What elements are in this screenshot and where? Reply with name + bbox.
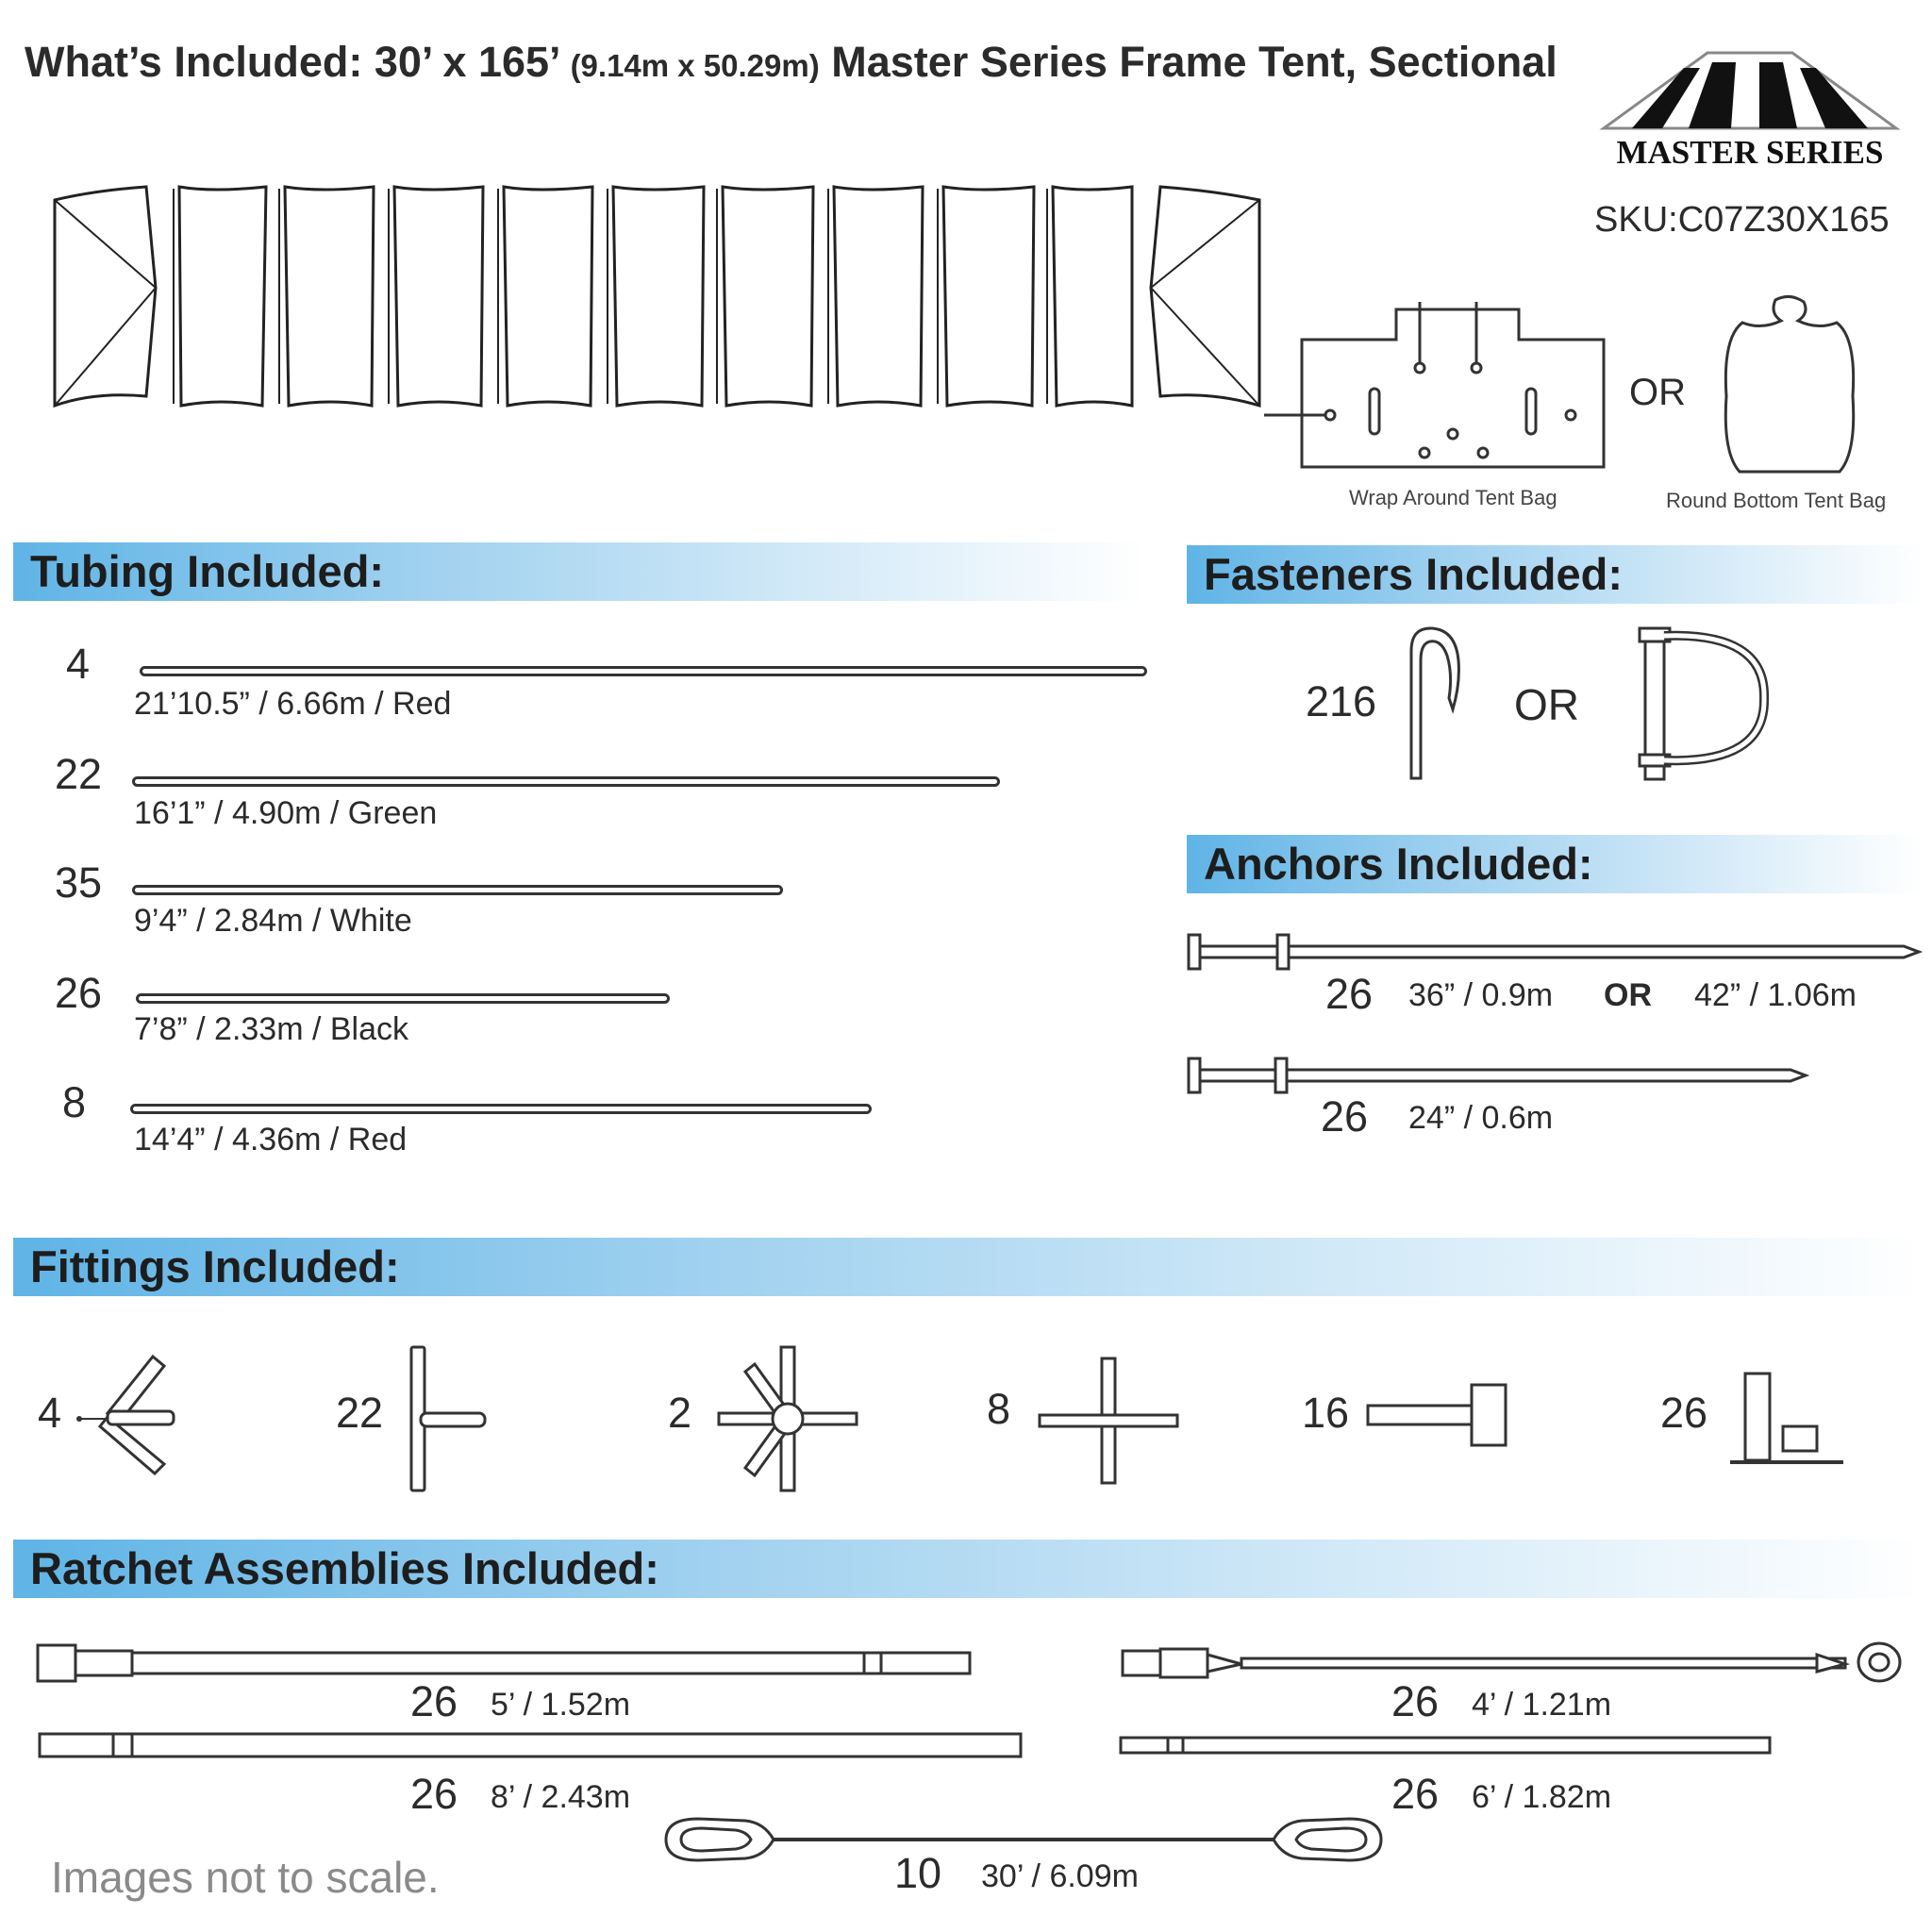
ratchet-qty: 10 <box>894 1849 942 1897</box>
fastener-or-label: OR <box>1514 680 1579 729</box>
tubing-qty: 35 <box>55 858 103 907</box>
round-bottom-bag-icon <box>1719 292 1860 481</box>
hairpin-cotter-icon <box>1404 623 1470 783</box>
tubing-qty: 26 <box>55 969 103 1017</box>
fastener-qty: 216 <box>1306 677 1377 725</box>
wrap-bag-label: Wrap Around Tent Bag <box>1349 486 1557 509</box>
lynch-pin-icon <box>1634 623 1775 783</box>
wrap-around-bag-icon <box>1264 302 1613 472</box>
fitting-qty: 2 <box>668 1389 692 1437</box>
fasteners-section-heading: Fasteners Included: <box>1187 545 1923 604</box>
ratchet-dimension: 5’ / 1.52m <box>491 1687 631 1723</box>
tube-graphic <box>140 666 1147 676</box>
tube-graphic <box>132 776 1000 787</box>
bags-or-label: OR <box>1629 372 1686 413</box>
fitting-qty: 8 <box>987 1385 1011 1433</box>
tube-graphic <box>130 1104 872 1114</box>
fittings-section-heading: Fittings Included: <box>13 1238 1923 1296</box>
ratchet-dimension: 30’ / 6.09m <box>981 1858 1139 1894</box>
strap-6ft-icon <box>1119 1734 1772 1757</box>
fitting-qty: 4 <box>38 1389 62 1437</box>
tubing-dimension: 16’1” / 4.90m / Green <box>134 795 438 831</box>
logo-text: MASTER SERIES <box>1616 134 1884 171</box>
ratchets-section-heading: Ratchet Assemblies Included: <box>13 1540 1923 1598</box>
leg-extension-fitting-icon <box>1366 1381 1507 1449</box>
ratchet-strap-5ft-icon <box>34 1640 974 1687</box>
master-series-logo <box>1594 45 1906 171</box>
anchor-dimension: 36” / 0.9m <box>1408 977 1554 1013</box>
ratchet-dimension: 4’ / 1.21m <box>1472 1687 1612 1723</box>
ratchet-qty: 26 <box>410 1677 458 1725</box>
ratchet-dimension: 8’ / 2.43m <box>491 1779 631 1815</box>
sku-label: SKU:C07Z30X165 <box>1594 200 1890 240</box>
end-peak-fitting-icon <box>717 1343 858 1494</box>
round-bag-label: Round Bottom Tent Bag <box>1666 489 1887 512</box>
anchor-dimension: 24” / 0.6m <box>1408 1100 1554 1136</box>
base-plate-fitting-icon <box>1726 1368 1849 1472</box>
tubing-qty: 4 <box>66 640 91 688</box>
tubing-qty: 8 <box>62 1078 87 1126</box>
ratchet-dimension: 6’ / 1.82m <box>1472 1779 1612 1815</box>
fitting-qty: 16 <box>1302 1389 1350 1437</box>
tubing-section-heading: Tubing Included: <box>13 542 1145 601</box>
fitting-qty: 22 <box>336 1389 384 1437</box>
page-title <box>25 38 1557 87</box>
tubing-dimension: 21’10.5” / 6.66m / Red <box>134 686 452 722</box>
angled-corner-fitting-icon <box>79 1349 183 1481</box>
title-metric: (9.14m x 50.29m) <box>570 48 820 83</box>
tee-fitting-icon <box>406 1343 491 1494</box>
tube-graphic <box>132 885 783 895</box>
tent-sections-diagram <box>47 179 1274 415</box>
tubing-qty: 22 <box>55 750 103 798</box>
tubing-dimension: 14’4” / 4.36m / Red <box>134 1122 408 1158</box>
ratchet-qty: 26 <box>410 1770 458 1818</box>
short-stake-icon <box>1187 1055 1809 1092</box>
tubing-dimension: 7’8” / 2.33m / Black <box>134 1011 409 1047</box>
title-prefix: What’s Included: 30’ x 165’ <box>25 38 559 86</box>
fitting-qty: 26 <box>1660 1389 1708 1437</box>
long-stake-icon <box>1187 929 1923 967</box>
tube-graphic <box>136 993 670 1004</box>
tubing-dimension: 9’4” / 2.84m / White <box>134 903 412 939</box>
title-suffix: Master Series Frame Tent, Sectional <box>831 38 1557 86</box>
scale-disclaimer: Images not to scale. <box>51 1853 440 1902</box>
ratchet-qty: 26 <box>1391 1770 1440 1818</box>
anchors-section-heading: Anchors Included: <box>1187 835 1923 893</box>
anchor-qty: 26 <box>1325 970 1374 1018</box>
ratchet-qty: 26 <box>1391 1677 1440 1725</box>
anchor-alt-dimension: 42” / 1.06m <box>1694 977 1857 1013</box>
strap-8ft-icon <box>38 1730 1023 1760</box>
ratchet-strap-4ft-icon <box>1119 1636 1906 1687</box>
anchor-qty: 26 <box>1321 1092 1369 1141</box>
cross-fitting-icon <box>1038 1355 1179 1487</box>
anchor-or-label: OR <box>1604 977 1652 1013</box>
